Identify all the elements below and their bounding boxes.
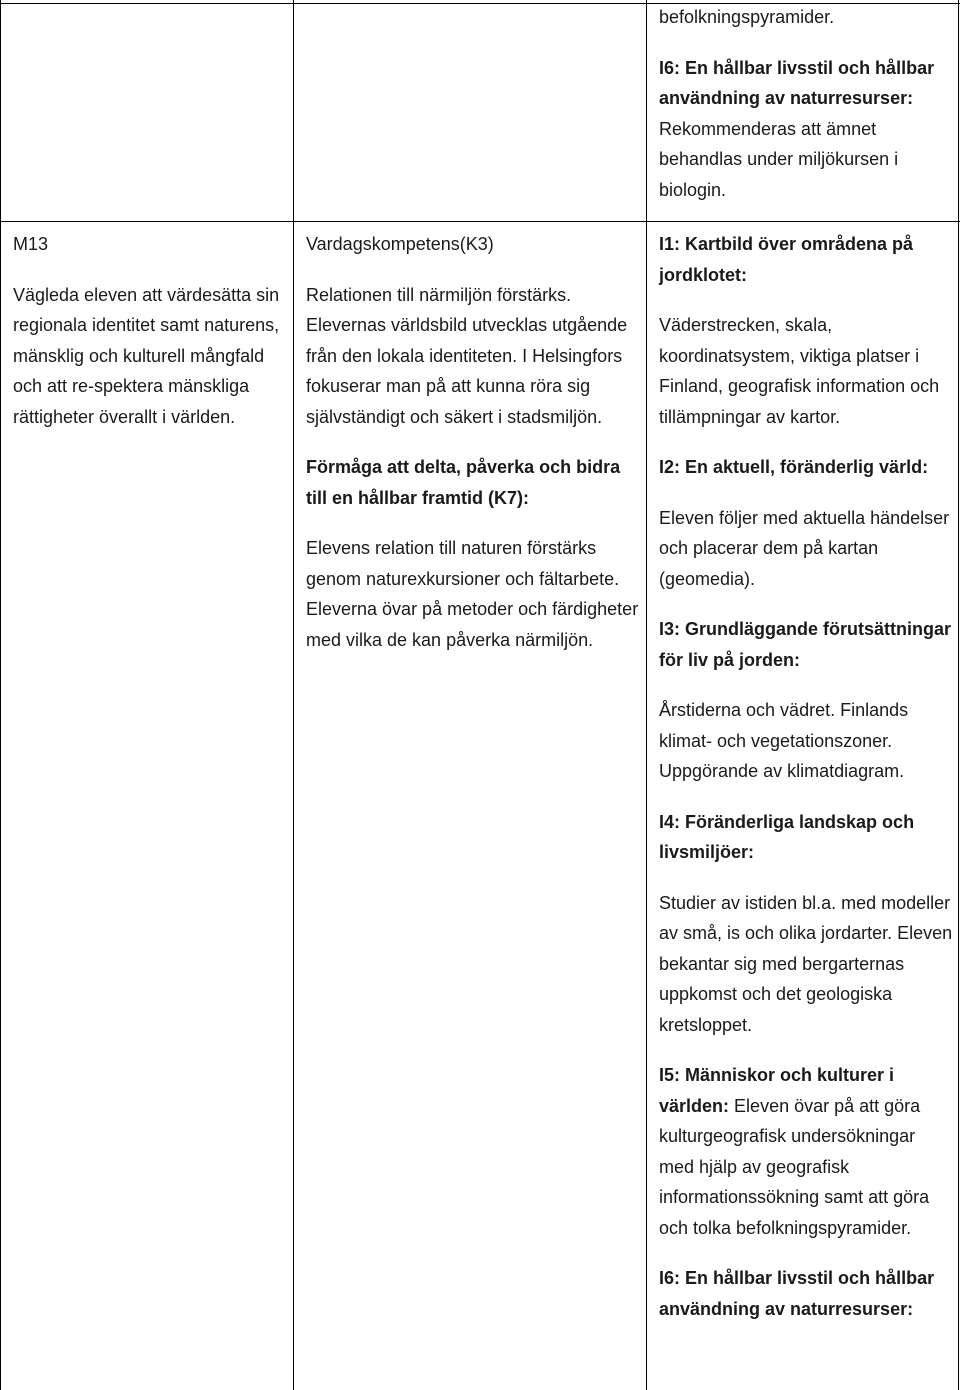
i5-paragraph bbox=[659, 1060, 954, 1243]
i6-text: Rekommenderas att ämnet behandlas under miljökursen i biologin. bbox=[659, 118, 899, 200]
content-areas-cell bbox=[659, 229, 954, 1324]
k3-heading: Vardagskompetens(K3) bbox=[306, 234, 494, 254]
i1-heading: I1: Kartbild över områdena på jordklotet: bbox=[659, 234, 914, 285]
i2-text: Eleven följer med aktuella händelser och placerar dem på kartan (geomedia). bbox=[659, 507, 950, 589]
table-border-left bbox=[0, 0, 1, 1390]
i1-text: Väderstrecken, skala, koordinatsystem, viktiga platser i Finland, geografisk information och tillämpningar av kartor. bbox=[659, 315, 940, 427]
i4-heading: I4: Föränderliga landskap och livsmiljöer: bbox=[659, 811, 915, 862]
i3-heading: I3: Grundläggande förutsättningar för liv på jorden: bbox=[659, 619, 952, 670]
table-border-right bbox=[958, 0, 959, 1390]
i2-heading: I2: En aktuell, föränderlig värld: bbox=[659, 457, 929, 477]
objective-code: M13 bbox=[13, 234, 49, 254]
objective-cell bbox=[13, 229, 289, 432]
i5-heading: I5: Människor och kulturer i världen: bbox=[659, 1065, 895, 1116]
objective-text: Vägleda eleven att värdesätta sin regionala identitet samt naturens, mänsklig och kulturell mångfald och att re-spektera mänskliga rättigheter överallt i världen. bbox=[13, 284, 280, 427]
competence-cell bbox=[306, 229, 642, 655]
i5-text: Eleven övar på att göra kulturgeografisk undersökningar med hjälp av geografisk informationssökning samt att göra och tolka befolkningspyramider. bbox=[659, 1095, 930, 1238]
k7-heading: Förmåga att delta, påverka och bidra till en hållbar framtid (K7): bbox=[306, 457, 621, 508]
column-divider-2 bbox=[646, 0, 647, 1390]
column-divider-1 bbox=[293, 0, 294, 1390]
i6-heading: I6: En hållbar livsstil och hållbar användning av naturresurser: bbox=[659, 1268, 935, 1319]
i3-text: Årstiderna och vädret. Finlands klimat- och vegetationszoner. Uppgörande av klimatdiagram. bbox=[659, 700, 909, 781]
i6-heading-top: I6: En hållbar livsstil och hållbar användning av naturresurser: bbox=[659, 57, 935, 108]
i4-text: Studier av istiden bl.a. med modeller av små, is och olika jordarter. Eleven bekantar sig med bergarternas uppkomst och det geologiska kretsloppet. bbox=[659, 892, 953, 1035]
k7-text: Elevens relation till naturen förstärks genom naturexkursioner och fältarbete. Eleverna övar på metoder och färdigheter med vilka de kan påverka närmiljön. bbox=[306, 538, 639, 650]
prev-text: befolkningspyramider. bbox=[659, 7, 835, 27]
k3-text: Relationen till närmiljön förstärks. Elevernas världsbild utvecklas utgående från den lokala identiteten. I Helsingfors fokuserar man på att kunna röra sig självständigt och säkert i stadsmiljön. bbox=[306, 284, 628, 427]
top-row-col3 bbox=[659, 2, 954, 205]
row-divider bbox=[0, 221, 960, 222]
